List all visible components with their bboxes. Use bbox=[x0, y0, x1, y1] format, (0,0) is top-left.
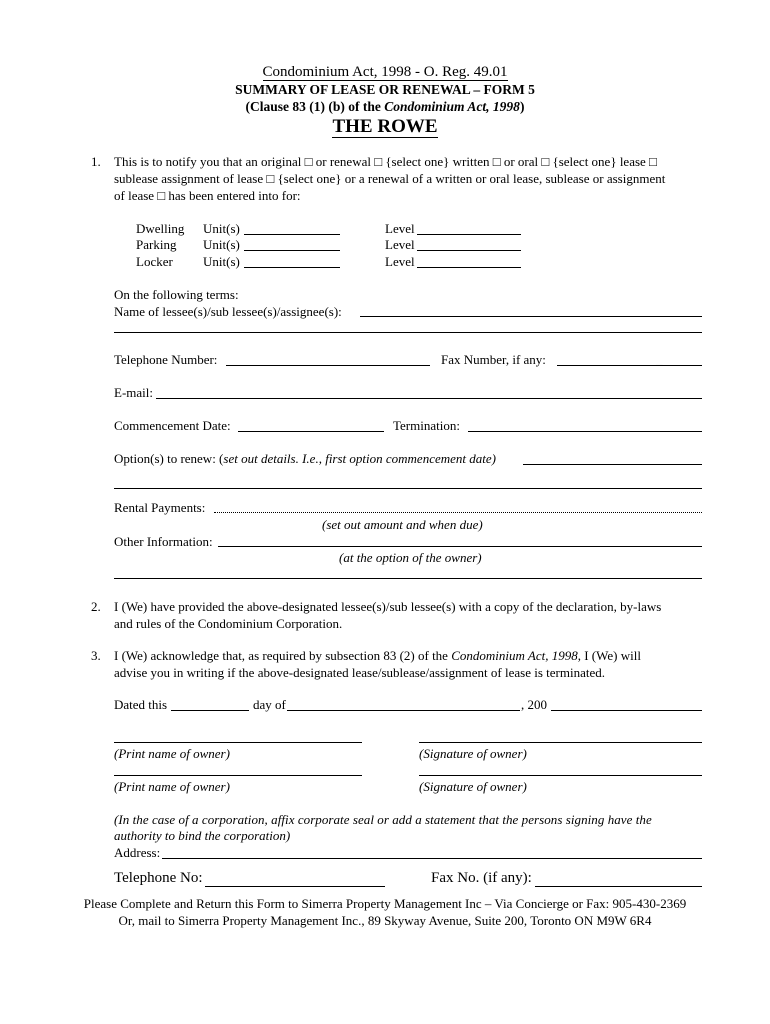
owner-fax-label: Fax No. (if any): bbox=[431, 870, 532, 886]
clause-act-name: Condominium Act, 1998 bbox=[384, 99, 520, 114]
other-information-field-line-2[interactable] bbox=[114, 578, 702, 579]
fax-number-field[interactable] bbox=[557, 365, 702, 366]
item-1-line-3: of lease □ has been entered into for: bbox=[114, 188, 301, 203]
signature-owner-1-field[interactable] bbox=[419, 742, 702, 743]
dwelling-unit-field[interactable] bbox=[244, 234, 340, 235]
lessee-name-label: Name of lessee(s)/sub lessee(s)/assignee(s): bbox=[114, 304, 342, 319]
year-label: , 200 bbox=[521, 697, 547, 712]
unit-label-dwelling: Unit(s) bbox=[203, 221, 240, 236]
other-information-hint: (at the option of the owner) bbox=[339, 550, 482, 565]
level-label-dwelling: Level bbox=[385, 221, 415, 236]
options-to-renew-field-line-2[interactable] bbox=[114, 488, 702, 489]
item-3-number: 3. bbox=[91, 648, 101, 663]
form-title: SUMMARY OF LEASE OR RENEWAL – FORM 5 bbox=[235, 82, 535, 97]
signature-owner-1-label: (Signature of owner) bbox=[419, 746, 527, 761]
owner-fax-field[interactable] bbox=[535, 886, 702, 887]
print-name-owner-1-field[interactable] bbox=[114, 742, 362, 743]
item-3-line-1 bbox=[114, 648, 641, 664]
building-name bbox=[0, 116, 770, 138]
rental-payments-label: Rental Payments: bbox=[114, 500, 206, 515]
owner-telephone-field[interactable] bbox=[205, 886, 385, 887]
dated-this-label: Dated this bbox=[114, 697, 168, 712]
telephone-number-label: Telephone Number: bbox=[114, 352, 218, 367]
lessee-name-field[interactable] bbox=[360, 316, 702, 317]
day-of-label: day of bbox=[253, 697, 286, 712]
rental-payments-field[interactable] bbox=[214, 512, 702, 513]
commencement-date-label: Commencement Date: bbox=[114, 418, 231, 433]
unit-type-locker: Locker bbox=[136, 254, 173, 269]
terms-intro: On the following terms: bbox=[114, 287, 239, 302]
telephone-number-field[interactable] bbox=[226, 365, 430, 366]
dated-year-field[interactable] bbox=[551, 710, 702, 711]
corporation-note-line-2: authority to bind the corporation) bbox=[114, 828, 291, 843]
email-label: E-mail: bbox=[114, 385, 153, 400]
clause-reference bbox=[0, 99, 770, 115]
locker-unit-field[interactable] bbox=[244, 267, 340, 268]
termination-label: Termination: bbox=[393, 418, 460, 433]
unit-type-dwelling: Dwelling bbox=[136, 221, 185, 236]
unit-label-locker: Unit(s) bbox=[203, 254, 240, 269]
unit-type-parking: Parking bbox=[136, 237, 177, 252]
email-field[interactable] bbox=[156, 398, 702, 399]
item-2-number: 2. bbox=[91, 599, 101, 614]
footer-return-instructions: Please Complete and Return this Form to Simerra Property Management Inc – Via Concierge or Fax: 905-430-2369 bbox=[83, 896, 687, 911]
signature-owner-2-label: (Signature of owner) bbox=[419, 779, 527, 794]
unit-label-parking: Unit(s) bbox=[203, 237, 240, 252]
item-3-line-1-prefix: I (We) acknowledge that, as required by subsection 83 (2) of the bbox=[114, 648, 452, 663]
address-field[interactable] bbox=[162, 858, 702, 859]
item-2-line-1: I (We) have provided the above-designated lessee(s)/sub lessee(s) with a copy of the declaration, by-laws bbox=[114, 599, 662, 614]
item-3-line-1-suffix: , I (We) will bbox=[577, 648, 641, 663]
corporation-note-line-1: (In the case of a corporation, affix corporate seal or add a statement that the persons signing have the bbox=[114, 812, 652, 827]
address-label: Address: bbox=[114, 845, 161, 860]
item-2-line-2: and rules of the Condominium Corporation. bbox=[114, 616, 343, 631]
building-name-text: THE ROWE bbox=[332, 116, 438, 137]
parking-level-field[interactable] bbox=[417, 250, 521, 251]
act-title-text: Condominium Act, 1998 - O. Reg. 49.01 bbox=[262, 64, 508, 80]
locker-level-field[interactable] bbox=[417, 267, 521, 268]
rental-payments-hint: (set out amount and when due) bbox=[322, 517, 483, 532]
termination-field[interactable] bbox=[468, 431, 702, 432]
clause-suffix: ) bbox=[519, 99, 525, 114]
act-title bbox=[0, 64, 770, 81]
options-to-renew-label bbox=[114, 451, 496, 467]
item-3-line-2: advise you in writing if the above-designated lease/sublease/assignment of lease is terminated. bbox=[114, 665, 605, 680]
item-1-number: 1. bbox=[91, 154, 101, 169]
dated-day-field[interactable] bbox=[171, 710, 249, 711]
fax-number-label: Fax Number, if any: bbox=[441, 352, 546, 367]
parking-unit-field[interactable] bbox=[244, 250, 340, 251]
level-label-locker: Level bbox=[385, 254, 415, 269]
options-hint: set out details. I.e., first option commencement date) bbox=[223, 451, 496, 466]
options-to-renew-field[interactable] bbox=[523, 464, 702, 465]
dwelling-level-field[interactable] bbox=[417, 234, 521, 235]
signature-owner-2-field[interactable] bbox=[419, 775, 702, 776]
other-information-field[interactable] bbox=[218, 546, 702, 547]
item-1-line-2: sublease assignment of lease □ {select one} or a renewal of a written or oral lease, sublease or assignment bbox=[114, 171, 666, 186]
clause-prefix: (Clause 83 (1) (b) of the bbox=[245, 99, 385, 114]
fax-number-mark: _ bbox=[656, 352, 663, 367]
footer-mail-address: Or, mail to Simerra Property Management Inc., 89 Skyway Avenue, Suite 200, Toronto ON M9W 6R4 bbox=[118, 913, 652, 928]
print-name-owner-1-label: (Print name of owner) bbox=[114, 746, 230, 761]
options-prefix: Option(s) to renew: ( bbox=[114, 451, 224, 466]
other-information-label: Other Information: bbox=[114, 534, 213, 549]
owner-telephone-label: Telephone No: bbox=[114, 870, 203, 886]
print-name-owner-2-field[interactable] bbox=[114, 775, 362, 776]
dated-month-field[interactable] bbox=[287, 710, 520, 711]
lessee-name-field-line-2[interactable] bbox=[114, 332, 702, 333]
commencement-date-field[interactable] bbox=[238, 431, 384, 432]
item-3-act-name: Condominium Act, 1998 bbox=[451, 648, 578, 663]
level-label-parking: Level bbox=[385, 237, 415, 252]
item-1-line-1: This is to notify you that an original □ or renewal □ {select one} written □ or oral □ {select one} lease □ bbox=[114, 154, 657, 169]
print-name-owner-2-label: (Print name of owner) bbox=[114, 779, 230, 794]
